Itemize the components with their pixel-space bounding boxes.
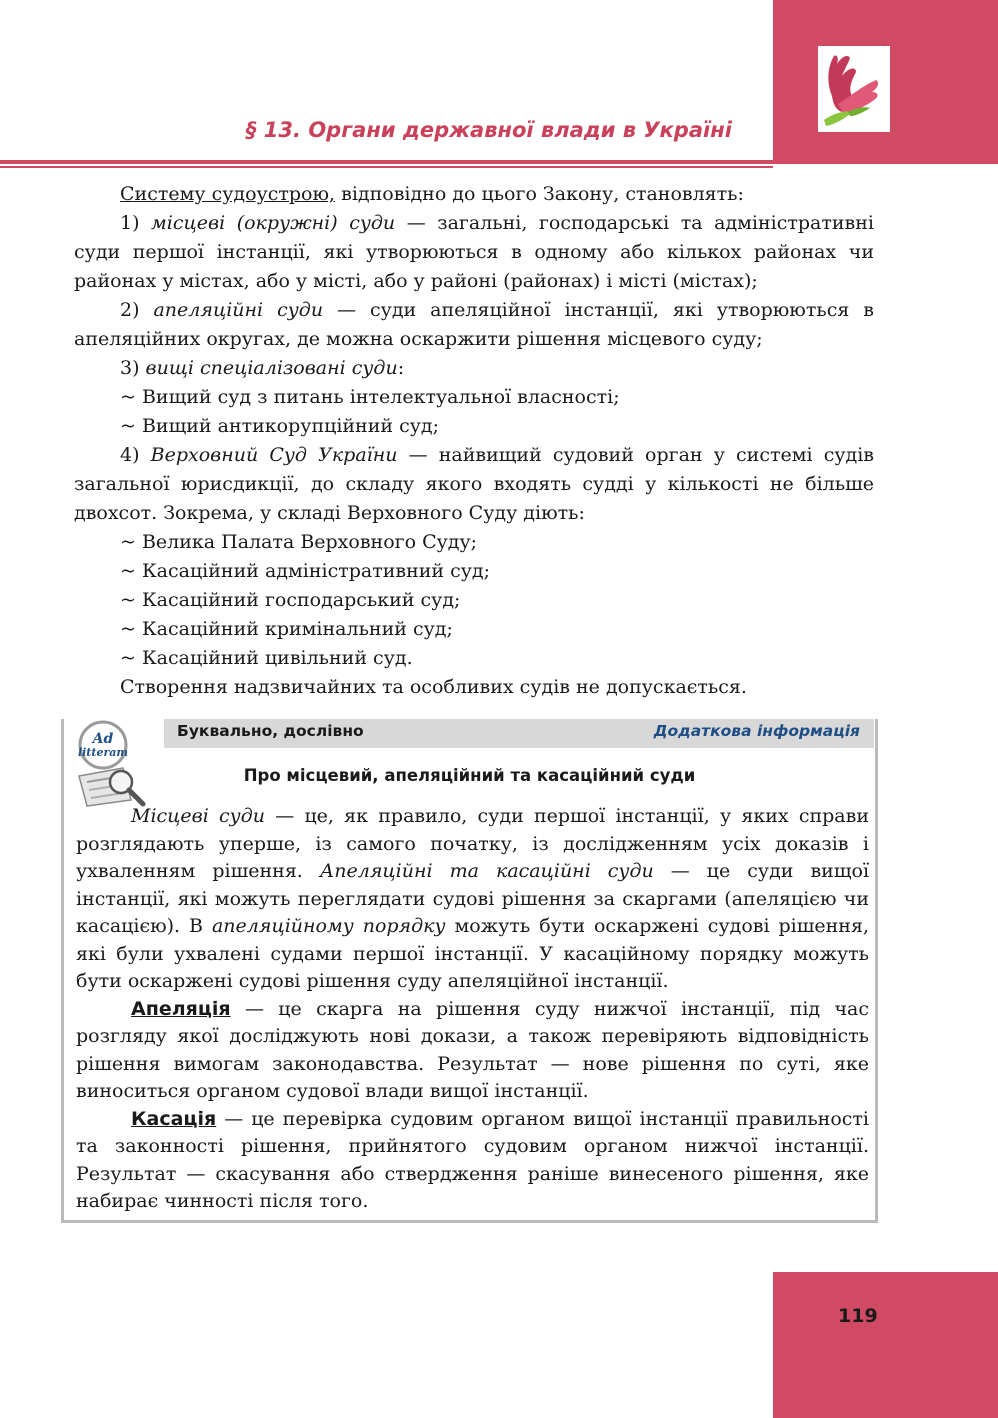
info-box-title: Про місцевий, апеляційний та касаційний суди	[243, 766, 696, 785]
info-box-type: Додаткова інформація	[653, 722, 860, 740]
info-box-header	[164, 719, 874, 748]
header-rule-thin	[0, 166, 773, 168]
hands-bird-logo-icon	[818, 46, 890, 132]
list-item: ~ Касаційний кримінальний суд;	[120, 618, 453, 640]
list-item: ~ Велика Палата Верховного Суду;	[120, 531, 478, 553]
newspaper-magnifier-icon	[73, 720, 151, 808]
logo	[818, 46, 890, 132]
page-title: § 13. Органи державної влади в Україні	[246, 118, 732, 142]
info-box-category: Буквально, дослівно	[177, 722, 364, 740]
header-rule	[0, 160, 773, 164]
list-item: ~ Касаційний господарський суд;	[120, 589, 461, 611]
term-cassation: Касація	[131, 1107, 217, 1130]
info-box	[61, 719, 878, 1223]
paragraph-closing: Створення надзвичайних та особливих судів не допускається.	[120, 676, 747, 698]
list-item: ~ Касаційний адміністративний суд;	[120, 560, 491, 582]
term-appeal: Апеляція	[131, 997, 231, 1020]
main-text	[74, 180, 874, 702]
paragraph-intro: Систему судоустрою, відповідно до цього Закону, становлять:	[120, 183, 744, 205]
info-paragraph-appeal: Апеляція — це скарга на рішення суду нижчої інстанції, під час розгляду якої досліджують нові докази, а також перевіряють відповідність рішення вимогам законодавства. Результат — нове рішення по суті, яке виноситься органом судової влади вищої інстанції.	[76, 997, 869, 1102]
badge-text-ad: Ad	[92, 731, 114, 747]
info-box-text	[76, 803, 869, 1216]
paragraph-supreme-court: 4) Верховний Суд України — найвищий судовий орган у системі судів загальної юрисдикції, до складу якого входять судді у кількості не більше двохсот. Зокрема, у складі Верховного Суду діють:	[74, 444, 874, 524]
list-item: ~ Вищий антикорупційний суд;	[120, 415, 440, 437]
info-paragraph-courts: Місцеві суди — це, як правило, суди першої інстанції, у яких справи розглядають уперше, із самого початку, із дослідженням усіх доказів і ухваленням рішення. Апеляційні та касаційні суди — це суди вищої інстанції, які можуть переглядати судові рішення за скаргами (апеляцією чи касацією). В апеляційному порядку можуть бути оскаржені судові рішення, які були ухвалені судами першої інстанції. У касаційному порядку можуть бути оскаржені судові рішення суду апеляційної інстанції.	[76, 805, 870, 992]
paragraph-appeal-courts: 2) апеляційні суди — суди апеляційної інстанції, які утворюються в апеляційних округах, де можна оскаржити рішення місцевого суду;	[74, 299, 874, 350]
list-item: ~ Вищий суд з питань інтелектуальної власності;	[120, 386, 620, 408]
page-number: 119	[838, 1305, 878, 1327]
list-item: ~ Касаційний цивільний суд.	[120, 647, 413, 669]
badge-text-litteram: litteram	[77, 746, 129, 759]
footer-corner-block	[773, 1272, 998, 1418]
paragraph-specialized-courts: 3) вищі спеціалізовані суди:	[120, 357, 405, 379]
info-paragraph-cassation: Касація — це перевірка судовим органом вищої інстанції правильності та законності рішення, прийнятого судовим органом нижчої інстанції. Результат — скасування або ствердження раніше винесеного рішення, яке набирає чинності після того.	[76, 1107, 869, 1212]
paragraph-local-courts: 1) місцеві (окружні) суди — загальні, господарські та адміністративні суди першої інстанції, які утворюються в одному або кількох районах чи районах у містах, або у місті, або у районі (районах) і місті (містах);	[74, 212, 874, 292]
